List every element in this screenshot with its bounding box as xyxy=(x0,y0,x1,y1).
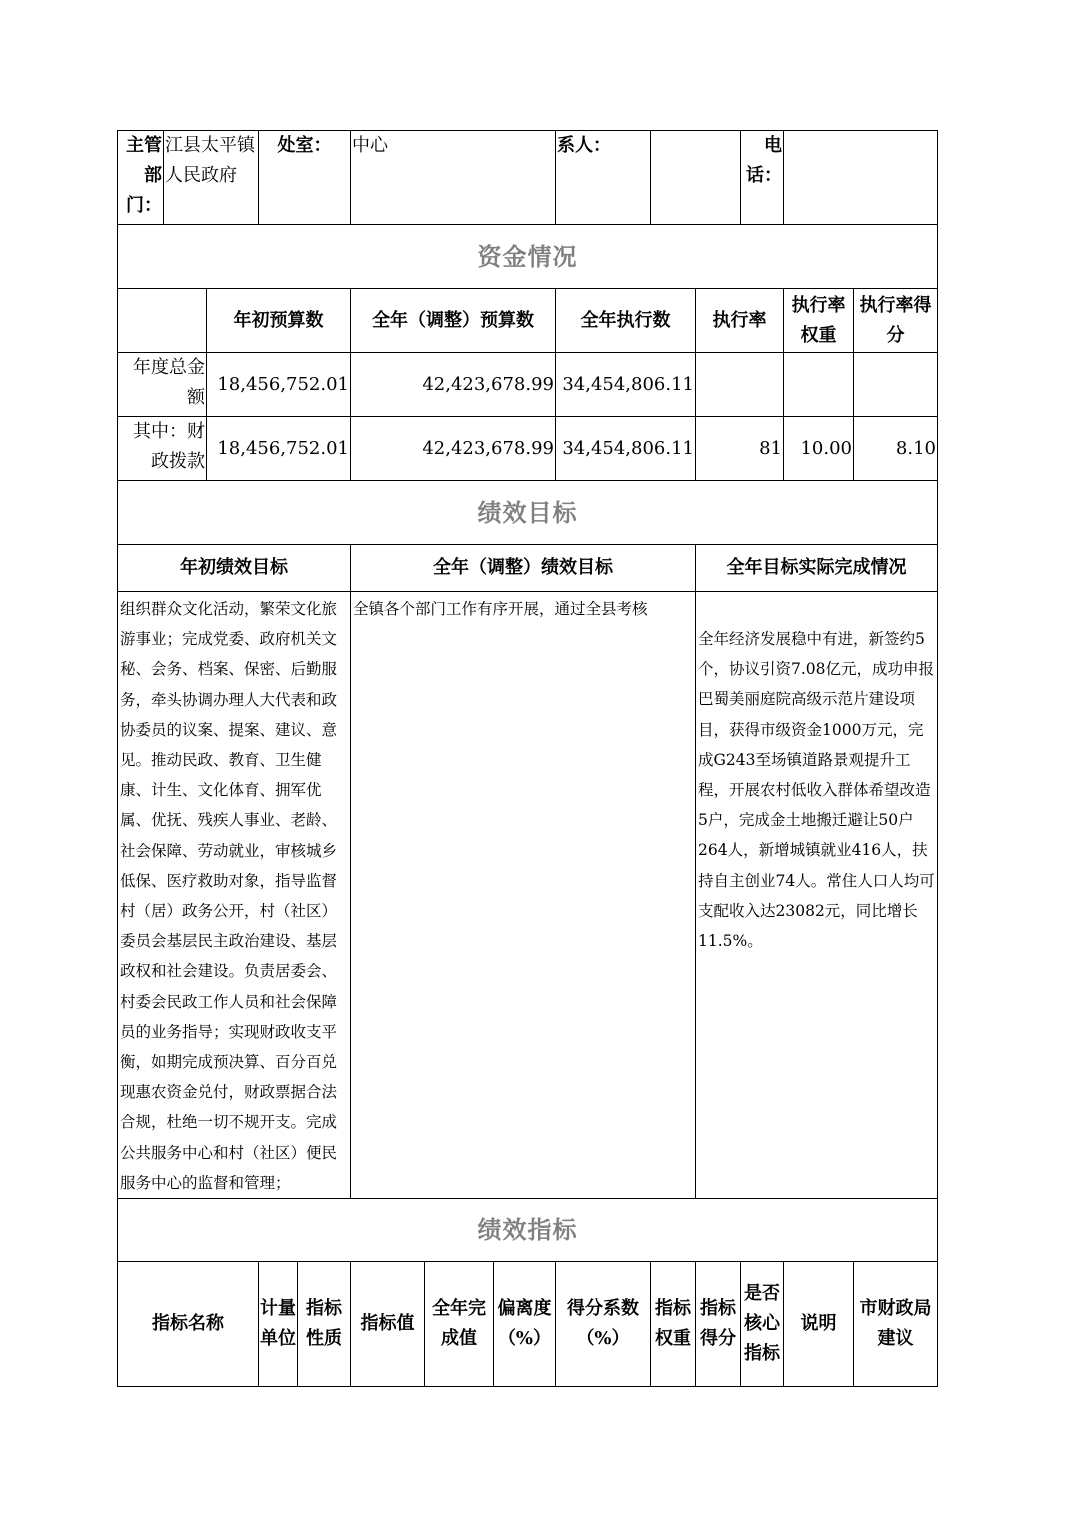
funding-adjusted-value: 42,423,678.99 xyxy=(351,417,556,481)
indicator-col-value: 指标值 xyxy=(351,1262,425,1387)
funding-adjusted-value: 42,423,678.99 xyxy=(351,353,556,417)
goals-actual-text: 全年经济发展稳中有进，新签约5个，协议引资7.08亿元，成功申报巴蜀美丽庭院高级示范片建设项目，获得市级资金1000万元，完成G243至场镇道路景观提升工程，开展农村低收入群体希望改造5户，完成金土地搬迁避让50户264人，新增城镇就业416人，扶持自主创业74人。常住人口人均可支配收入达23082元，同比增长11.5%。 xyxy=(696,592,938,1199)
goals-section-title: 绩效目标 xyxy=(118,481,938,545)
contact-value xyxy=(651,131,741,225)
funding-weight-value xyxy=(784,353,854,417)
indicator-col-name: 指标名称 xyxy=(118,1262,259,1387)
funding-executed-value: 34,454,806.11 xyxy=(556,353,696,417)
indicator-col-core: 是否核心指标 xyxy=(741,1262,784,1387)
goals-col-adjusted: 全年（调整）绩效目标 xyxy=(351,545,696,592)
goals-content-row xyxy=(118,592,938,1199)
funding-col-executed: 全年执行数 xyxy=(556,289,696,353)
indicator-col-score: 指标得分 xyxy=(696,1262,741,1387)
funding-weight-value: 10.00 xyxy=(784,417,854,481)
indicator-col-nature: 指标性质 xyxy=(298,1262,351,1387)
header-row xyxy=(118,131,938,225)
performance-form-table xyxy=(117,130,938,1387)
funding-score-value xyxy=(854,353,938,417)
indicator-col-suggestion: 市财政局建议 xyxy=(854,1262,938,1387)
indicator-col-note: 说明 xyxy=(784,1262,854,1387)
funding-initial-value: 18,456,752.01 xyxy=(207,353,351,417)
funding-rate-value: 81 xyxy=(696,417,784,481)
funding-col-initial: 年初预算数 xyxy=(207,289,351,353)
contact-label: 系人： xyxy=(556,131,651,225)
funding-row-label: 其中：财政拨款 xyxy=(118,417,207,481)
indicator-col-coefficient: 得分系数（%） xyxy=(556,1262,651,1387)
funding-header-row xyxy=(118,289,938,353)
goals-col-actual: 全年目标实际完成情况 xyxy=(696,545,938,592)
goals-adjusted-text: 全镇各个部门工作有序开展，通过全县考核 xyxy=(351,592,696,1199)
goals-initial-text: 组织群众文化活动，繁荣文化旅游事业；完成党委、政府机关文秘、会务、档案、保密、后勤服务，牵头协调办理人大代表和政协委员的议案、提案、建议、意见。推动民政、教育、卫生健康、计生、文化体育、拥军优属、优抚、残疾人事业、老龄、社会保障、劳动就业，审核城乡低保、医疗救助对象，指导监督村（居）政务公开，村（社区）委员会基层民主政治建设、基层政权和社会建设。负责居委会、村委会民政工作人员和社会保障员的业务指导；实现财政收支平衡，如期完成预决算、百分百兑现惠农资金兑付，财政票据合法合规，杜绝一切不规开支。完成公共服务中心和村（社区）便民服务中心的监督和管理； xyxy=(118,592,351,1199)
phone-label: 电话： xyxy=(741,131,784,225)
office-label: 处室： xyxy=(259,131,351,225)
indicator-col-actual: 全年完成值 xyxy=(425,1262,494,1387)
funding-col-weight: 执行率权重 xyxy=(784,289,854,353)
funding-col-score: 执行率得分 xyxy=(854,289,938,353)
phone-value xyxy=(784,131,938,225)
dept-value: 江县太平镇人民政府 xyxy=(164,131,259,225)
indicators-header-row xyxy=(118,1262,938,1387)
dept-label: 主管部门： xyxy=(118,131,164,225)
funding-executed-value: 34,454,806.11 xyxy=(556,417,696,481)
goals-header-row xyxy=(118,545,938,592)
funding-score-value: 8.10 xyxy=(854,417,938,481)
funding-col-rate: 执行率 xyxy=(696,289,784,353)
office-value: 中心 xyxy=(351,131,556,225)
funding-rate-value xyxy=(696,353,784,417)
funding-row-label: 年度总金额 xyxy=(118,353,207,417)
funding-col-adjusted: 全年（调整）预算数 xyxy=(351,289,556,353)
goals-col-initial: 年初绩效目标 xyxy=(118,545,351,592)
funding-row-fiscal xyxy=(118,417,938,481)
funding-corner-cell xyxy=(118,289,207,353)
indicator-col-weight: 指标权重 xyxy=(651,1262,696,1387)
funding-row-total xyxy=(118,353,938,417)
funding-section-title: 资金情况 xyxy=(118,225,938,289)
funding-initial-value: 18,456,752.01 xyxy=(207,417,351,481)
indicators-section-title: 绩效指标 xyxy=(118,1199,938,1262)
indicator-col-deviation: 偏离度（%） xyxy=(494,1262,556,1387)
indicator-col-unit: 计量单位 xyxy=(259,1262,298,1387)
